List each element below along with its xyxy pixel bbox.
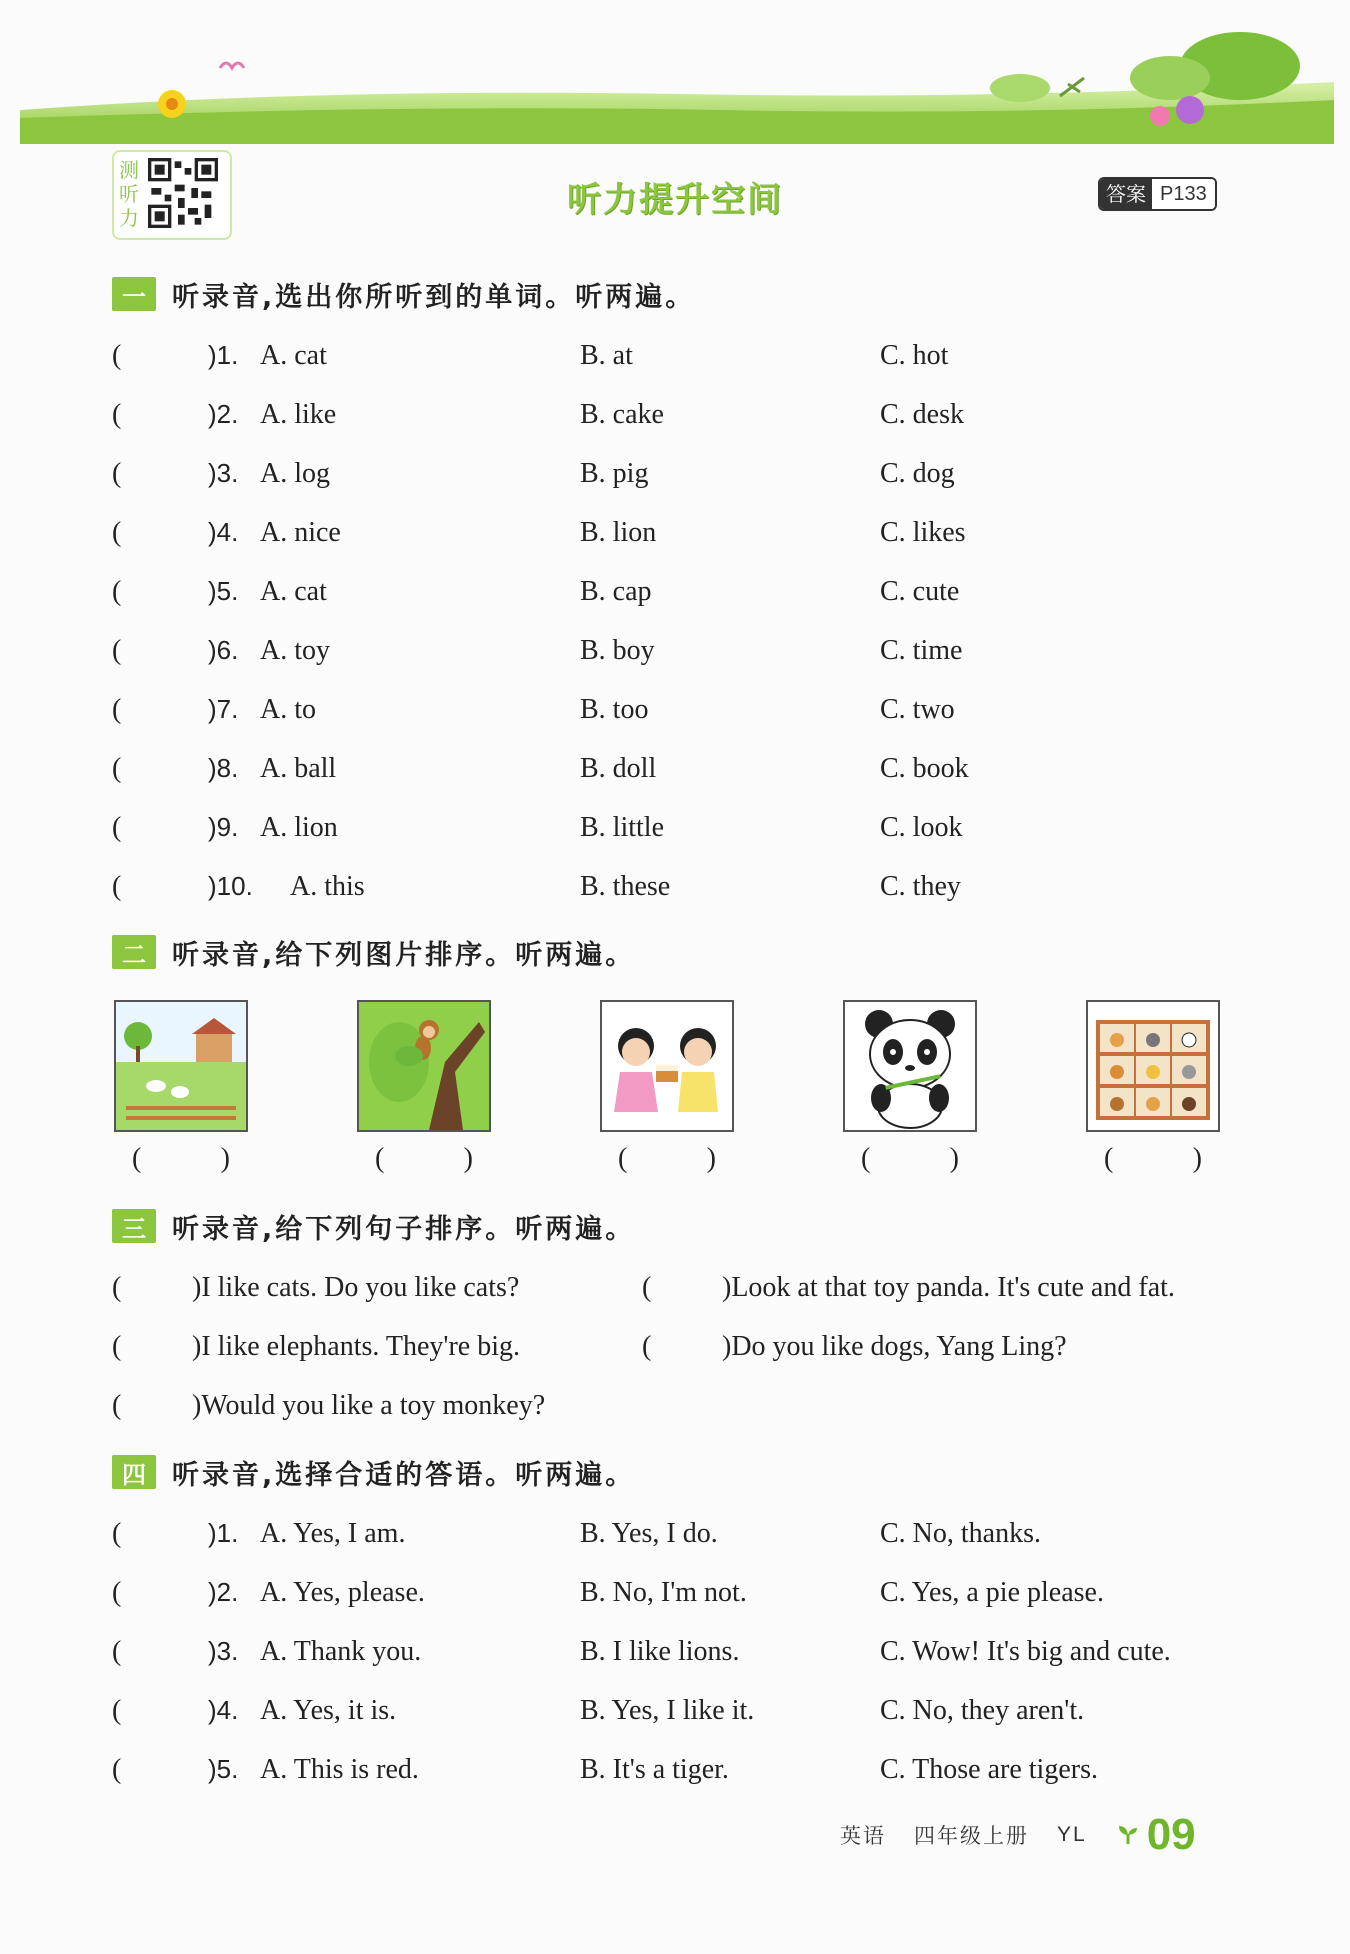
question-row: [112, 635, 1252, 675]
question-row: [112, 399, 1252, 439]
question-number: )3.: [208, 1636, 239, 1666]
answer-blank[interactable]: (: [112, 1636, 122, 1667]
option-c: C. look: [880, 812, 963, 843]
sentence-text: )I like elephants. They're big.: [192, 1331, 520, 1362]
section-title: 听录音,选出你所听到的单词。听两遍。: [172, 281, 696, 313]
answer-blank[interactable]: (: [112, 517, 122, 548]
sentence-text: )Would you like a toy monkey?: [192, 1390, 546, 1421]
toy-shelf-picture: [1086, 1000, 1220, 1132]
answer-blank[interactable]: (: [112, 1577, 122, 1608]
question-row: [112, 576, 1252, 616]
option-c: C. time: [880, 635, 963, 666]
option-c: C. Those are tigers.: [880, 1754, 1098, 1785]
option-c: C. they: [880, 871, 961, 902]
question-number: )1.: [208, 340, 239, 370]
answer-blank[interactable]: (: [112, 753, 122, 784]
picture-answer-blank[interactable]: ( ): [861, 1143, 959, 1174]
option-b: B. It's a tiger.: [580, 1754, 729, 1785]
option-c: C. dog: [880, 458, 955, 489]
option-b: B. No, I'm not.: [580, 1577, 747, 1608]
option-b: B. Yes, I do.: [580, 1518, 718, 1549]
answer-blank[interactable]: (: [112, 340, 122, 371]
option-a: A. cat: [260, 340, 327, 371]
answer-blank[interactable]: (: [642, 1331, 652, 1362]
option-b: B. Yes, I like it.: [580, 1695, 755, 1726]
option-b: B. cap: [580, 576, 652, 607]
option-c: C. cute: [880, 576, 960, 607]
picture-answer-blank[interactable]: ( ): [375, 1143, 473, 1174]
answer-blank[interactable]: (: [112, 812, 122, 843]
section-2-heading: [112, 932, 635, 972]
answer-blank[interactable]: (: [642, 1272, 652, 1303]
answer-page-tag[interactable]: [1098, 177, 1217, 211]
option-c: C. desk: [880, 399, 964, 430]
option-a: A. like: [260, 399, 337, 430]
sprout-icon: [1117, 1824, 1139, 1846]
question-number: )5.: [208, 576, 239, 606]
option-c: C. book: [880, 753, 969, 784]
option-b: B. these: [580, 871, 671, 902]
answer-blank[interactable]: (: [112, 871, 122, 902]
question-row: [112, 694, 1252, 734]
edition-label: YL: [1057, 1823, 1087, 1846]
option-c: C. hot: [880, 340, 949, 371]
option-b: B. cake: [580, 399, 664, 430]
option-b: B. pig: [580, 458, 649, 489]
option-c: C. two: [880, 694, 955, 725]
picture-answer-blank[interactable]: ( ): [1104, 1143, 1202, 1174]
question-number: )10.: [208, 871, 253, 901]
question-row: [112, 871, 1252, 911]
grade-label: 四年级上册: [914, 1824, 1029, 1848]
answer-blank[interactable]: (: [112, 1518, 122, 1549]
farm-picture: [114, 1000, 248, 1132]
option-b: B. I like lions.: [580, 1636, 740, 1667]
question-number: )4.: [208, 1695, 239, 1725]
option-a: A. lion: [260, 812, 338, 843]
question-row: [112, 1518, 1252, 1558]
option-a: A. This is red.: [260, 1754, 419, 1785]
question-row: [112, 753, 1252, 793]
qr-label: 测听力: [119, 158, 139, 230]
option-a: A. toy: [260, 635, 330, 666]
question-number: )8.: [208, 753, 239, 783]
section-badge: 三: [112, 1209, 156, 1243]
answer-blank[interactable]: (: [112, 1331, 122, 1362]
question-row: [112, 340, 1252, 380]
option-c: C. Wow! It's big and cute.: [880, 1636, 1171, 1667]
option-b: B. at: [580, 340, 633, 371]
question-number: )4.: [208, 517, 239, 547]
option-a: A. to: [260, 694, 316, 725]
answer-blank[interactable]: (: [112, 635, 122, 666]
picture-answer-blank[interactable]: ( ): [132, 1143, 230, 1174]
sentence-text: )Do you like dogs, Yang Ling?: [722, 1331, 1067, 1362]
question-row: [112, 1695, 1252, 1735]
section-title: 听录音,选择合适的答语。听两遍。: [172, 1459, 636, 1491]
answer-page: P133: [1152, 179, 1215, 209]
question-number: )2.: [208, 1577, 239, 1607]
panda-picture: [843, 1000, 977, 1132]
answer-label: 答案: [1100, 179, 1152, 209]
subject-label: 英语: [840, 1824, 886, 1848]
page-footer: [840, 1810, 1196, 1860]
answer-blank[interactable]: (: [112, 1754, 122, 1785]
option-a: A. ball: [260, 753, 337, 784]
section-badge: 一: [112, 277, 156, 311]
answer-blank[interactable]: (: [112, 458, 122, 489]
question-row: [112, 1754, 1252, 1794]
question-number: )2.: [208, 399, 239, 429]
option-c: C. likes: [880, 517, 966, 548]
option-c: C. No, thanks.: [880, 1518, 1041, 1549]
section-badge: 二: [112, 935, 156, 969]
question-row: [112, 1636, 1252, 1676]
option-b: B. boy: [580, 635, 655, 666]
section-title: 听录音,给下列图片排序。听两遍。: [172, 939, 636, 971]
question-row: [112, 812, 1252, 852]
option-b: B. doll: [580, 753, 657, 784]
answer-blank[interactable]: (: [112, 1390, 122, 1421]
option-b: B. little: [580, 812, 664, 843]
question-number: )1.: [208, 1518, 239, 1548]
question-number: )6.: [208, 635, 239, 665]
answer-blank[interactable]: (: [112, 694, 122, 725]
section-1-heading: [112, 274, 695, 314]
question-number: )5.: [208, 1754, 239, 1784]
section-title: 听录音,给下列句子排序。听两遍。: [172, 1213, 636, 1245]
option-c: C. Yes, a pie please.: [880, 1577, 1104, 1608]
option-a: A. log: [260, 458, 330, 489]
question-number: )3.: [208, 458, 239, 488]
question-number: )9.: [208, 812, 239, 842]
page-title: 听力提升空间: [567, 180, 783, 220]
option-a: A. cat: [260, 576, 327, 607]
monkey-tree-picture: [357, 1000, 491, 1132]
sentence-text: )I like cats. Do you like cats?: [192, 1272, 520, 1303]
answer-blank[interactable]: (: [112, 1695, 122, 1726]
section-4-heading: [112, 1452, 635, 1492]
section-3-heading: [112, 1206, 635, 1246]
option-a: A. this: [290, 871, 365, 902]
question-row: [112, 1577, 1252, 1617]
option-a: A. nice: [260, 517, 341, 548]
meadow-banner: [20, 18, 1334, 144]
option-a: A. Yes, I am.: [260, 1518, 406, 1549]
section-badge: 四: [112, 1455, 156, 1489]
question-row: [112, 517, 1252, 557]
option-a: A. Yes, it is.: [260, 1695, 397, 1726]
sentence-text: )Look at that toy panda. It's cute and fat.: [722, 1272, 1175, 1303]
children-cake-picture: [600, 1000, 734, 1132]
option-a: A. Thank you.: [260, 1636, 422, 1667]
option-a: A. Yes, please.: [260, 1577, 425, 1608]
answer-blank[interactable]: (: [112, 576, 122, 607]
picture-answer-blank[interactable]: ( ): [618, 1143, 716, 1174]
question-row: [112, 458, 1252, 498]
option-c: C. No, they aren't.: [880, 1695, 1085, 1726]
option-b: B. too: [580, 694, 649, 725]
page-number: 09: [1146, 1810, 1196, 1859]
answer-blank[interactable]: (: [112, 1272, 122, 1303]
answer-blank[interactable]: (: [112, 399, 122, 430]
option-b: B. lion: [580, 517, 657, 548]
question-number: )7.: [208, 694, 239, 724]
